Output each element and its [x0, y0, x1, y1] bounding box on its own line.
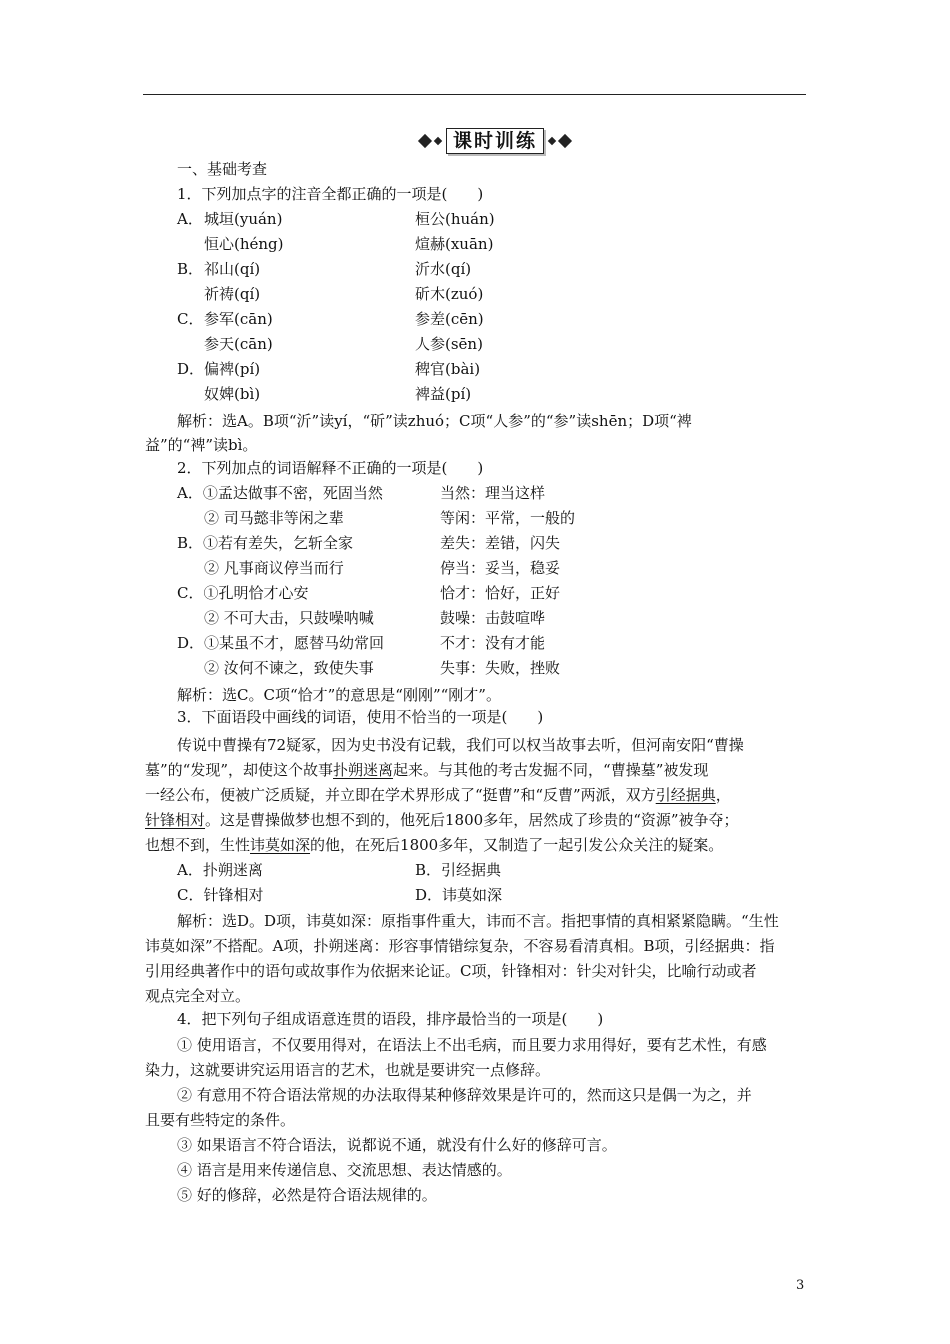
q1-analysis-line1: 解析：选A。B项“沂”读yí，“斫”读zhuó；C项“人参”的“参”读shēn；D项“裨 [177, 412, 692, 430]
q2-c1-explain: 恰才：恰好，正好 [440, 584, 561, 602]
q2-c2: ② 不可大击，只鼓噪呐喊 [204, 609, 374, 627]
q2-a1: A．①孟达做事不密，死固当然 [177, 484, 383, 502]
q2-b1: B．①若有差失，乞斩全家 [177, 534, 354, 552]
q4-stem: 4．把下列句子组成语意连贯的语段，排序最恰当的一项是( ) [177, 1010, 604, 1028]
underlined-term: 讳莫如深 [250, 836, 311, 854]
q4-sentence2-line2: 且要有些特定的条件。 [145, 1111, 296, 1129]
q3-analysis-line4: 观点完全对立。 [145, 987, 251, 1005]
underlined-term: 针锋相对 [145, 811, 206, 829]
q3-passage-line4 [145, 809, 739, 831]
q1-a3: 恒心(héng) [204, 235, 284, 253]
q1-option-b-label: B． [177, 260, 204, 278]
page-title: 课时训练 [446, 128, 544, 154]
diamond-small-icon [548, 137, 556, 145]
q2-d2-explain: 失事：失败，挫败 [440, 659, 561, 677]
q1-b2: 沂水(qí) [415, 260, 472, 278]
q3-option-a: A．扑朔迷离 [177, 861, 263, 879]
q1-option-d-label: D． [177, 360, 205, 378]
q3-option-c: C．针锋相对 [177, 886, 264, 904]
text-span: ， [715, 786, 731, 804]
q4-sentence4: ④ 语言是用来传递信息、交流思想、表达情感的。 [177, 1161, 512, 1179]
text-span: 的他，在死后1800多年，又制造了一起引发公众关注的疑案。 [310, 836, 724, 854]
q4-sentence3: ③ 如果语言不符合语法，说都说不通，就没有什么好的修辞可言。 [177, 1136, 617, 1154]
q1-d1: 偏裨(pí) [204, 360, 261, 378]
q1-a4: 煊赫(xuān) [415, 235, 494, 253]
q1-b1: 祁山(qí) [204, 260, 261, 278]
q2-a2-explain: 等闲：平常，一般的 [440, 509, 576, 527]
q3-analysis-line1: 解析：选D。D项，讳莫如深：原指事件重大，讳而不言。指把事情的真相紧紧隐瞒。“生性 [177, 912, 779, 930]
q3-passage-line1: 传说中曹操有72疑冢，因为史书没有记载，我们可以权当故事去听，但河南安阳“曹操 [177, 736, 744, 754]
q1-c2: 参差(cēn) [415, 310, 484, 328]
q2-c1: C．①孔明恰才心安 [177, 584, 309, 602]
header-rule [143, 94, 806, 95]
text-span: 墓”的“发现”，却使这个故事 [145, 761, 334, 779]
diamond-icon [558, 134, 572, 148]
q1-d2: 稗官(bài) [415, 360, 481, 378]
page-number: 3 [796, 1278, 805, 1293]
q2-d2: ② 汝何不谏之，致使失事 [204, 659, 374, 677]
q1-b3: 祈祷(qí) [204, 285, 261, 303]
q2-b1-explain: 差失：差错，闪失 [440, 534, 561, 552]
text-span: 一经公布，便被广泛质疑，并立即在学术界形成了“挺曹”和“反曹”两派，双方 [145, 786, 656, 804]
q1-option-c-label: C． [177, 310, 204, 328]
diamond-icon [418, 134, 432, 148]
q4-sentence5: ⑤ 好的修辞，必然是符合语法规律的。 [177, 1186, 437, 1204]
text-span: 也想不到，生性 [145, 836, 251, 854]
q3-analysis-line3: 引用经典著作中的语句或故事作为依据来论证。C项，针锋相对：针尖对针尖，比喻行动或者 [145, 962, 757, 980]
section-title-banner [395, 126, 595, 156]
text-span: 。这是曹操做梦也想不到的，他死后1800多年，居然成了珍贵的“资源”被争夺； [205, 811, 739, 829]
q1-b4: 斫木(zuó) [415, 285, 484, 303]
section-heading: 一、基础考查 [177, 160, 268, 178]
q1-c1: 参军(cān) [204, 310, 273, 328]
q2-a2: ② 司马懿非等闲之辈 [204, 509, 344, 527]
q2-a1-explain: 当然：理当这样 [440, 484, 546, 502]
q3-option-b: B．引经据典 [415, 861, 502, 879]
underlined-term: 扑朔迷离 [333, 761, 394, 779]
q4-sentence2-line1: ② 有意用不符合语法常规的办法取得某种修辞效果是许可的，然而这只是偶一为之，并 [177, 1086, 752, 1104]
q2-d1-explain: 不才：没有才能 [440, 634, 546, 652]
text-span: 起来。与其他的考古发掘不同，“曹操墓”被发现 [393, 761, 709, 779]
q1-option-a-label: A． [177, 210, 203, 228]
q2-analysis: 解析：选C。C项“恰才”的意思是“刚刚”“刚才”。 [177, 686, 501, 704]
q1-a2: 桓公(huán) [415, 210, 495, 228]
q2-b2: ② 凡事商议停当而行 [204, 559, 344, 577]
q1-d4: 裨益(pí) [415, 385, 472, 403]
q2-c2-explain: 鼓噪：击鼓喧哗 [440, 609, 546, 627]
q1-d3: 奴婢(bì) [204, 385, 261, 403]
q3-analysis-line2: 讳莫如深”不搭配。A项，扑朔迷离：形容事情错综复杂，不容易看清真相。B项，引经据典：指 [145, 937, 775, 955]
q3-passage-line5 [145, 834, 723, 856]
q1-analysis-line2: 益”的“裨”读bì。 [145, 436, 258, 454]
q1-stem: 1．下列加点字的注音全都正确的一项是( ) [177, 185, 484, 203]
diamond-small-icon [434, 137, 442, 145]
q4-sentence1-line1: ① 使用语言，不仅要用得对，在语法上不出毛病，而且要力求用得好，要有艺术性，有感 [177, 1036, 767, 1054]
q1-c3: 参天(cān) [204, 335, 273, 353]
q1-a1: 城垣(yuán) [204, 210, 283, 228]
q2-d1: D．①某虽不才，愿替马幼常回 [177, 634, 385, 652]
q4-sentence1-line2: 染力，这就要讲究运用语言的艺术，也就是要讲究一点修辞。 [145, 1061, 551, 1079]
q1-c4: 人参(sēn) [415, 335, 483, 353]
q2-b2-explain: 停当：妥当，稳妥 [440, 559, 561, 577]
q3-option-d: D．讳莫如深 [415, 886, 503, 904]
underlined-term: 引经据典 [655, 786, 716, 804]
q2-stem: 2．下列加点的词语解释不正确的一项是( ) [177, 459, 484, 477]
q3-passage-line2 [145, 759, 708, 781]
q3-passage-line3 [145, 784, 731, 806]
q3-stem: 3．下面语段中画线的词语，使用不恰当的一项是( ) [177, 708, 544, 726]
